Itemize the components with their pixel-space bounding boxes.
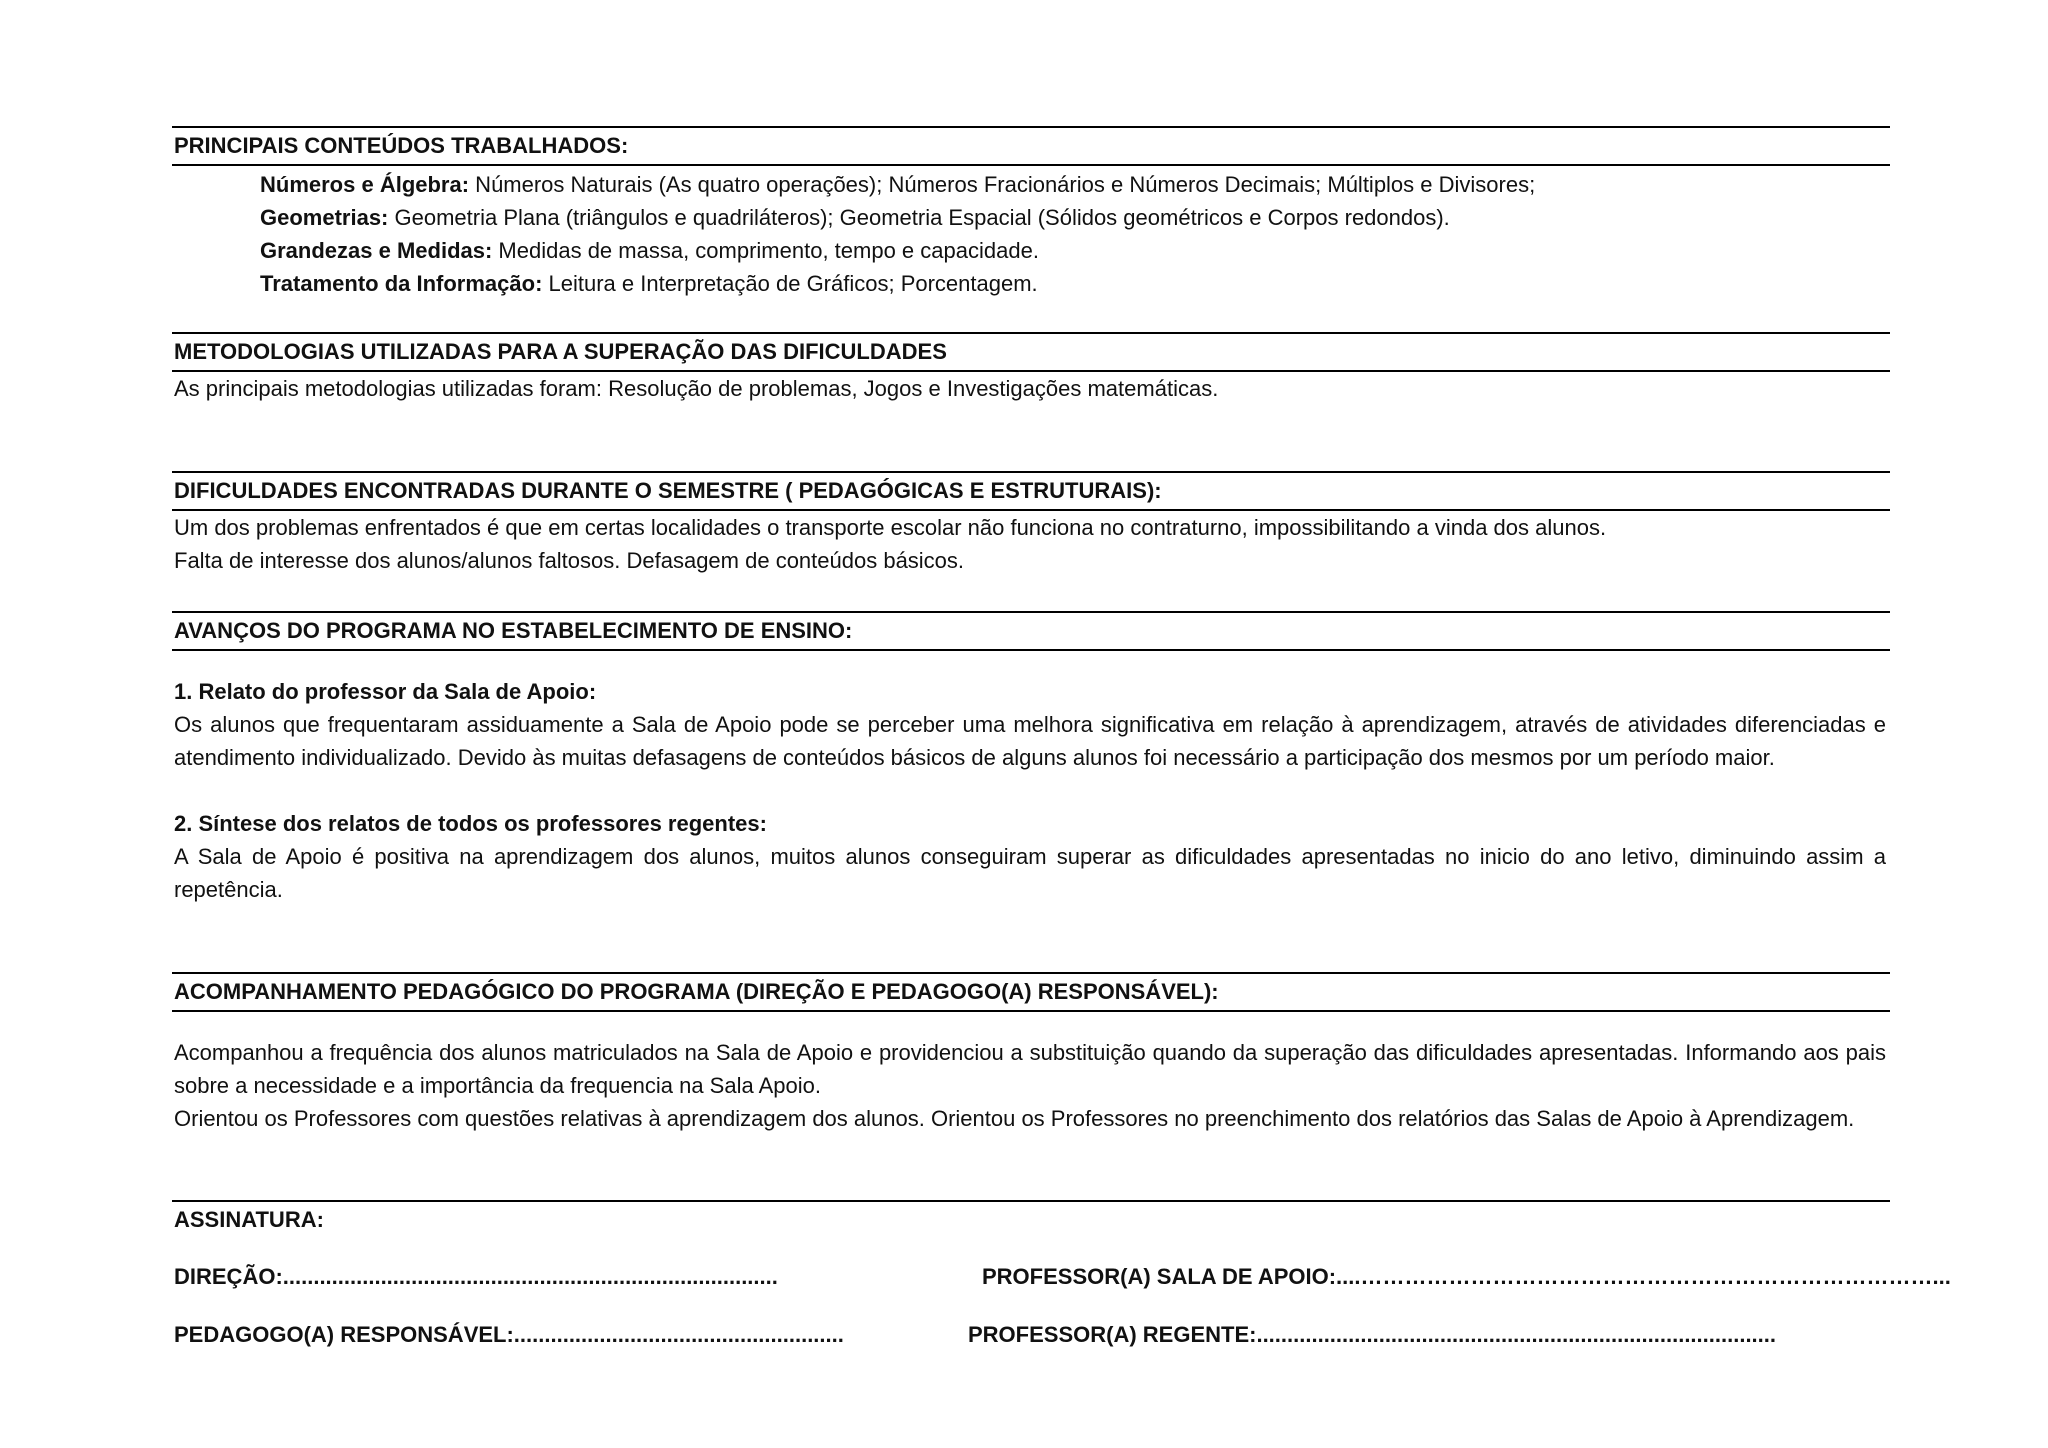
- direcao-signature-line: DIREÇÃO:.................................................................................: [174, 1264, 778, 1289]
- conteudo-text: Geometria Plana (triângulos e quadriláteros); Geometria Espacial (Sólidos geométricos e Corpos redondos).: [388, 205, 1450, 230]
- conteudo-item: [172, 267, 1890, 300]
- acompanhamento-paragraph: Acompanhou a frequência dos alunos matriculados na Sala de Apoio e providenciou a substituição quando da superação das dificuldades apresentadas. Informando aos pais sobre a necessidade e a importância da frequencia na Sala Apoio.: [174, 1040, 1886, 1098]
- conteudo-item: [172, 201, 1890, 234]
- conteudos-header: PRINCIPAIS CONTEÚDOS TRABALHADOS:: [172, 126, 1890, 166]
- acompanhamento-section: [172, 972, 1890, 1135]
- dificuldades-header: DIFICULDADES ENCONTRADAS DURANTE O SEMESTRE ( PEDAGÓGICAS E ESTRUTURAIS):: [172, 471, 1890, 511]
- acompanhamento-paragraph: Orientou os Professores com questões relativas à aprendizagem dos alunos. Orientou os Professores no preenchimento dos relatórios das Salas de Apoio à Aprendizagem.: [174, 1106, 1855, 1131]
- conteudo-label: Geometrias:: [260, 205, 389, 230]
- avancos-header: AVANÇOS DO PROGRAMA NO ESTABELECIMENTO DE ENSINO:: [172, 611, 1890, 651]
- conteudo-text: Números Naturais (As quatro operações); Números Fracionários e Números Decimais; Múltiplos e Divisores;: [469, 172, 1536, 197]
- relato-text: Os alunos que frequentaram assiduamente a Sala de Apoio pode se perceber uma melhora significativa em relação à aprendizagem, através de atividades diferenciadas e atendimento individualizado. Devido às muitas defasagens de conteúdos básicos de alguns alunos foi necessário a participação dos mesmos por um período maior.: [174, 712, 1886, 770]
- conteudo-text: Leitura e Interpretação de Gráficos; Porcentagem.: [542, 271, 1038, 296]
- conteudo-label: Tratamento da Informação:: [260, 271, 543, 296]
- metodologias-header: METODOLOGIAS UTILIZADAS PARA A SUPERAÇÃO DAS DIFICULDADES: [172, 332, 1890, 372]
- dificuldades-line: Falta de interesse dos alunos/alunos faltosos. Defasagem de conteúdos básicos.: [174, 548, 965, 573]
- metodologias-text: As principais metodologias utilizadas foram: Resolução de problemas, Jogos e Investigações matemáticas.: [174, 376, 1219, 401]
- professor-regente-signature-line: PROFESSOR(A) REGENTE:.....................................................................................: [968, 1322, 1777, 1347]
- dificuldades-section: [172, 471, 1890, 577]
- conteudo-item: [172, 234, 1890, 267]
- metodologias-section: [172, 332, 1890, 405]
- pedagogo-signature-line: PEDAGOGO(A) RESPONSÁVEL:......................................................: [174, 1322, 844, 1347]
- conteudo-label: Números e Álgebra:: [260, 172, 470, 197]
- sintese-title: 2. Síntese dos relatos de todos os professores regentes:: [174, 811, 767, 836]
- dificuldades-line: Um dos problemas enfrentados é que em certas localidades o transporte escolar não funciona no contraturno, impossibilitando a vinda dos alunos.: [174, 515, 1607, 540]
- conteudo-item: [172, 168, 1890, 201]
- relato-title: 1. Relato do professor da Sala de Apoio:: [174, 679, 597, 704]
- conteudo-text: Medidas de massa, comprimento, tempo e capacidade.: [492, 238, 1039, 263]
- professor-apoio-signature-line: PROFESSOR(A) SALA DE APOIO:....……………………………………………………………………...: [982, 1264, 1951, 1289]
- avancos-section: [172, 611, 1890, 906]
- assinatura-section: [172, 1200, 1890, 1238]
- conteudos-section: [172, 126, 1890, 300]
- assinatura-header: ASSINATURA:: [172, 1200, 1890, 1238]
- acompanhamento-header: ACOMPANHAMENTO PEDAGÓGICO DO PROGRAMA (DIREÇÃO E PEDAGOGO(A) RESPONSÁVEL):: [172, 972, 1890, 1012]
- sintese-text: A Sala de Apoio é positiva na aprendizagem dos alunos, muitos alunos conseguiram superar as dificuldades apresentadas no inicio do ano letivo, diminuindo assim a repetência.: [174, 844, 1886, 902]
- conteudo-label: Grandezas e Medidas:: [260, 238, 493, 263]
